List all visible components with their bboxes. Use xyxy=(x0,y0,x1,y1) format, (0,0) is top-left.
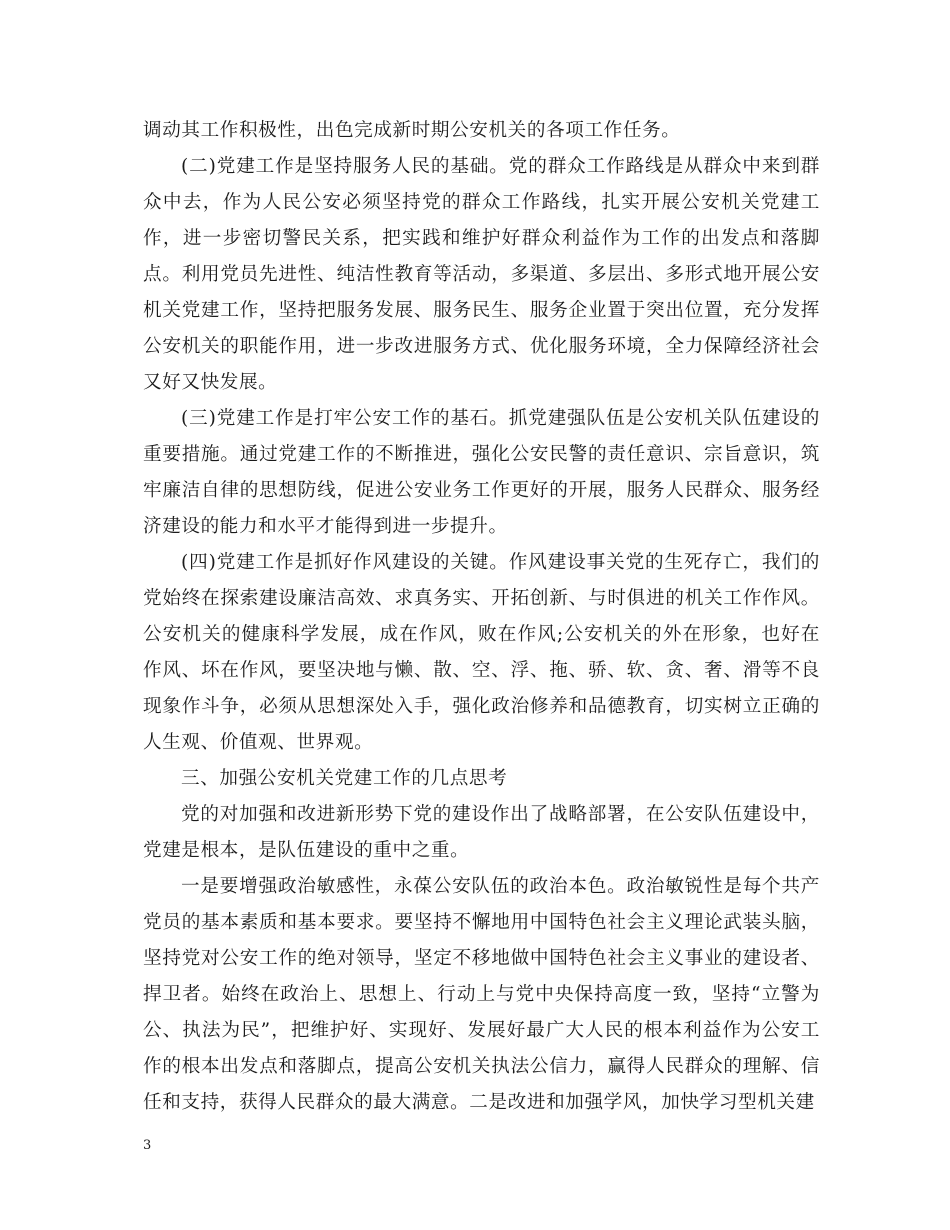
paragraph-3: (三)党建工作是打牢公安工作的基石。抓党建强队伍是公安机关队伍建设的重要措施。通过党建工作的不断推进，强化公安民警的责任意识、宗旨意识，筑牢廉洁自律的思想防线，促进公安业务工作更好的开展，服务人民群众、服务经济建设的能力和水平才能得到进一步提升。 xyxy=(143,408,820,537)
paragraph-1: 调动其工作积极性，出色完成新时期公安机关的各项工作任务。 xyxy=(143,120,681,141)
paragraph-4: (四)党建工作是抓好作风建设的关键。作风建设事关党的生死存亡，我们的党始终在探索建设廉洁高效、求真务实、开拓创新、与时俱进的机关工作作风。公安机关的健康科学发展，成在作风，败在作风;公安机关的外在形象，也好在作风、坏在作风，要坚决地与懒、散、空、浮、拖、骄、软、贪、奢、滑等不良现象作斗争，必须从思想深处入手，强化政治修养和品德教育，切实树立正确的人生观、价值观、世界观。 xyxy=(143,552,820,753)
paragraph-6: 一是要增强政治敏感性，永葆公安队伍的政治本色。政治敏锐性是每个共产党员的基本素质和基本要求。要坚持不懈地用中国特色社会主义理论武装头脑，坚持党对公安工作的绝对领导，坚定不移地做中国特色社会主义事业的建设者、捍卫者。始终在政治上、思想上、行动上与党中央保持高度一致，坚持“立警为公、执法为民”，把维护好、实现好、发展好最广大人民的根本利益作为公安工作的根本出发点和落脚点，提高公安机关执法公信力，赢得人民群众的理解、信任和支持，获得人民群众的最大满意。二是改进和加强学风，加快学习型机关建 xyxy=(143,876,820,1113)
section-heading: 三、加强公安机关党建工作的几点思考 xyxy=(181,768,508,789)
paragraph-2: (二)党建工作是坚持服务人民的基础。党的群众工作路线是从群众中来到群众中去，作为人民公安必须坚持党的群众工作路线，扎实开展公安机关党建工作，进一步密切警民关系，把实践和维护好群众利益作为工作的出发点和落脚点。利用党员先进性、纯洁性教育等活动，多渠道、多层出、多形式地开展公安机关党建工作，坚持把服务发展、服务民生、服务企业置于突出位置，充分发挥公安机关的职能作用，进一步改进服务方式、优化服务环境，全力保障经济社会又好又快发展。 xyxy=(143,156,820,393)
paragraph-5: 党的对加强和改进新形势下党的建设作出了战略部署，在公安队伍建设中，党建是根本，是队伍建设的重中之重。 xyxy=(143,804,820,861)
page-number: 3 xyxy=(143,1138,152,1153)
document-body xyxy=(143,113,820,1121)
